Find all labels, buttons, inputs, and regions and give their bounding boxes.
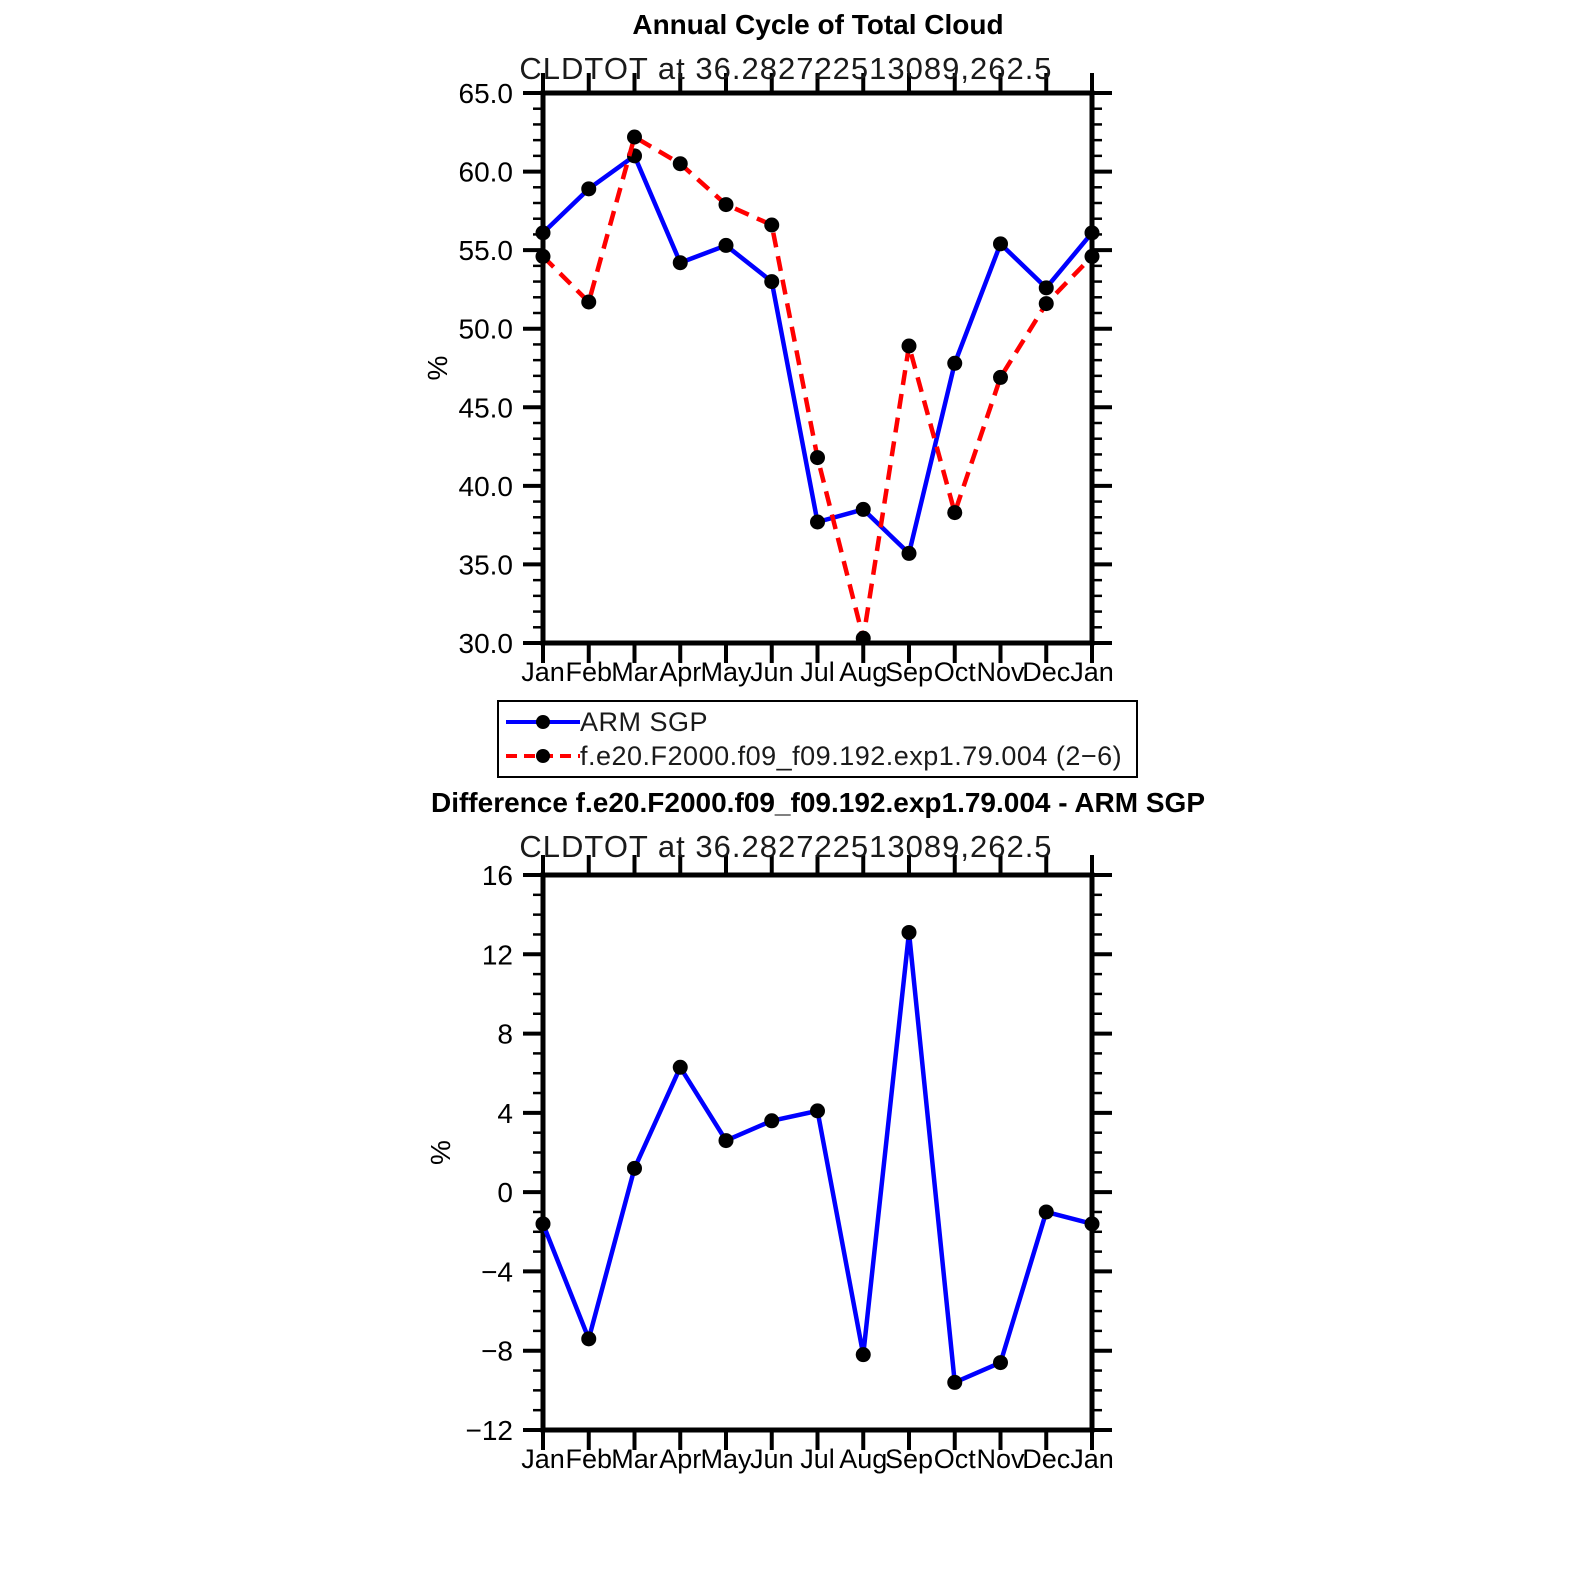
data-point-marker	[993, 236, 1008, 251]
y-tick-label: 8	[497, 1018, 513, 1050]
x-tick-label: Oct	[933, 657, 976, 687]
x-tick-label: May	[700, 657, 752, 687]
y-tick-label: 4	[497, 1097, 513, 1129]
x-tick-label: Feb	[565, 657, 613, 687]
data-point-marker	[536, 225, 551, 240]
series-line-0	[543, 156, 1092, 554]
difference-chart-title: Difference f.e20.F2000.f09_f09.192.exp1.79.004 - ARM SGP	[430, 787, 1206, 818]
x-tick-label: Sep	[884, 657, 934, 687]
y-axis-title: %	[425, 1140, 456, 1165]
y-tick-label: 45.0	[458, 392, 513, 424]
x-tick-label: Nov	[976, 1444, 1025, 1474]
data-point-marker	[947, 356, 962, 371]
data-point-marker	[719, 238, 734, 253]
data-point-marker	[673, 156, 688, 171]
y-tick-label: 35.0	[458, 549, 513, 581]
data-point-marker	[764, 218, 779, 233]
data-point-marker	[1085, 249, 1100, 264]
data-point-marker	[536, 249, 551, 264]
x-tick-label: Jan	[521, 1444, 565, 1474]
y-tick-label: 16	[481, 860, 513, 891]
data-point-marker	[810, 515, 825, 530]
x-tick-label: Sep	[884, 1444, 934, 1474]
data-point-marker	[993, 1355, 1008, 1370]
series-markers-0	[536, 148, 1100, 561]
y-tick-label: 40.0	[458, 470, 513, 502]
data-point-marker	[993, 370, 1008, 385]
y-tick-label: 60.0	[458, 156, 513, 188]
x-tick-label: Jan	[1070, 657, 1114, 687]
y-tick-label: 55.0	[458, 235, 513, 267]
data-point-marker	[902, 925, 917, 940]
data-point-marker	[764, 1113, 779, 1128]
x-tick-label: Jun	[749, 657, 794, 687]
data-point-marker	[581, 181, 596, 196]
data-point-marker	[902, 339, 917, 354]
data-point-marker	[719, 1133, 734, 1148]
axes	[523, 73, 1112, 663]
x-tick-label: Mar	[611, 1444, 658, 1474]
data-point-marker	[947, 505, 962, 520]
y-tick-label: −8	[481, 1335, 513, 1367]
y-tick-label: 0	[497, 1177, 513, 1209]
legend-line-sample-solid	[506, 711, 580, 733]
x-tick-label: Jun	[749, 1444, 794, 1474]
y-axis-title: %	[422, 355, 453, 381]
y-tick-label: 30.0	[458, 628, 513, 659]
x-tick-label: Dec	[1022, 1444, 1071, 1474]
x-tick-label: Oct	[933, 1444, 976, 1474]
data-point-marker	[1039, 296, 1054, 311]
x-tick-label: Dec	[1022, 657, 1071, 687]
data-point-marker	[856, 631, 871, 646]
data-point-marker	[627, 130, 642, 145]
data-point-marker	[1085, 225, 1100, 240]
data-point-marker	[627, 1161, 642, 1176]
legend-label-arm-sgp: ARM SGP	[580, 706, 709, 737]
difference-plot	[0, 780, 1574, 1574]
x-tick-label: Jul	[800, 1444, 835, 1474]
y-tick-label: 12	[481, 939, 513, 971]
y-tick-label: 50.0	[458, 313, 513, 345]
data-point-marker	[536, 1216, 551, 1231]
legend-marker-dot	[536, 715, 550, 729]
annual-chart-subtitle: CLDTOT at 36.282722513089,262.5	[519, 51, 1053, 86]
axis-labels	[425, 860, 1114, 1474]
annual-cycle-plot	[0, 0, 1574, 780]
annual-chart-title: Annual Cycle of Total Cloud	[632, 9, 1004, 40]
x-tick-label: Apr	[659, 657, 702, 687]
difference-chart-subtitle: CLDTOT at 36.282722513089,262.5	[519, 829, 1053, 864]
data-point-marker	[764, 274, 779, 289]
data-point-marker	[856, 502, 871, 517]
y-tick-label: −12	[465, 1415, 513, 1446]
x-tick-label: Mar	[611, 657, 658, 687]
data-point-marker	[1039, 1204, 1054, 1219]
data-point-marker	[581, 295, 596, 310]
data-point-marker	[673, 255, 688, 270]
x-tick-label: Apr	[659, 1444, 702, 1474]
x-tick-label: Aug	[839, 657, 888, 687]
data-point-marker	[810, 450, 825, 465]
data-point-marker	[902, 546, 917, 561]
x-tick-label: May	[700, 1444, 752, 1474]
plot-frame	[543, 875, 1092, 1430]
axes	[523, 855, 1112, 1450]
x-tick-label: Jan	[521, 657, 565, 687]
legend-label-model: f.e20.F2000.f09_f09.192.exp1.79.004 (2−6)	[580, 740, 1123, 771]
x-tick-label: Jan	[1070, 1444, 1114, 1474]
series-line-1	[543, 137, 1092, 638]
series-line-0	[543, 932, 1092, 1382]
axis-labels	[422, 78, 1114, 687]
data-point-marker	[856, 1347, 871, 1362]
legend-row-model	[506, 741, 1136, 771]
x-tick-label: Aug	[839, 1444, 888, 1474]
legend-marker-dot	[536, 749, 550, 763]
legend-line-sample-dashed	[506, 745, 580, 767]
x-tick-label: Nov	[976, 657, 1025, 687]
data-point-marker	[1085, 1216, 1100, 1231]
x-tick-label: Feb	[565, 1444, 613, 1474]
series-markers-1	[536, 130, 1100, 646]
data-point-marker	[947, 1375, 962, 1390]
data-point-marker	[810, 1103, 825, 1118]
data-point-marker	[673, 1060, 688, 1075]
data-point-marker	[1039, 280, 1054, 295]
y-tick-label: −4	[481, 1256, 513, 1288]
legend	[497, 700, 1138, 778]
x-tick-label: Jul	[800, 657, 835, 687]
data-point-marker	[581, 1331, 596, 1346]
legend-row-arm-sgp	[506, 707, 1136, 737]
data-point-marker	[719, 197, 734, 212]
y-tick-label: 65.0	[458, 78, 513, 109]
